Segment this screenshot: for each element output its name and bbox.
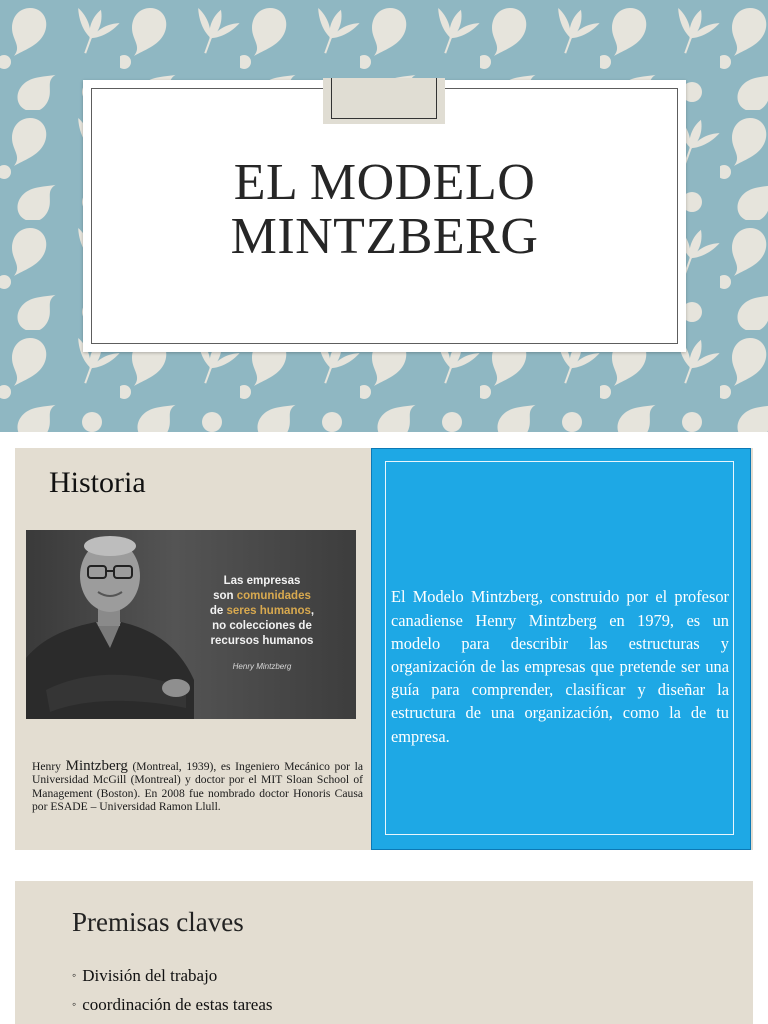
- bio-body: (Montreal, 1939), es Ingeniero Mecánico por la Universidad McGill (Montreal) y doctor por el MIT Sloan School of Management (Boston). En 2008 fue nombrado doctor Honoris Causa por ESADE – Universidad Ramon Llull.: [32, 759, 364, 814]
- mintzberg-quote-photo: [26, 530, 356, 719]
- quote-line: [188, 604, 336, 619]
- quote-fragment: son: [213, 590, 237, 602]
- title-line-1: EL MODELO: [233, 154, 536, 211]
- description-text: El Modelo Mintzberg, construido por el profesor canadiense Henry Mintzberg en 1979, es un modelo para describir las estructuras y organización de las empresas que pretende ser una guía para comprender, clasificar y diseñar la estructura de una organización, como la de tu empresa.: [391, 587, 729, 746]
- quote-line: Las empresas: [223, 575, 301, 587]
- list-item-text: coordinación de estas tareas: [82, 995, 273, 1014]
- quote-line: recursos humanos: [210, 635, 314, 647]
- slide-title: [83, 156, 686, 264]
- list-item-text: División del trabajo: [82, 966, 218, 985]
- quote-highlight: seres humanos: [226, 605, 311, 617]
- list-item: [72, 961, 273, 990]
- title-card: [83, 80, 686, 352]
- quote-fragment: de: [209, 605, 227, 617]
- bullet-icon: ◦: [72, 968, 77, 982]
- title-tab-decoration: [323, 78, 445, 124]
- premisas-heading: Premisas claves: [72, 907, 244, 937]
- description-panel: [371, 448, 751, 850]
- quote-line: [188, 589, 336, 604]
- quote-text: [188, 574, 336, 674]
- title-slide: [0, 0, 768, 432]
- biography-text: [32, 757, 364, 814]
- bullet-icon: ◦: [72, 997, 77, 1011]
- quote-fragment: ,: [310, 605, 315, 617]
- quote-highlight: comunidades: [236, 590, 311, 602]
- bio-name-last: Mintzberg: [65, 757, 128, 774]
- quote-author: Henry Mintzberg: [232, 662, 292, 671]
- title-line-2: MINTZBERG: [230, 208, 539, 265]
- historia-heading: Historia: [49, 466, 146, 499]
- premisas-slide: [15, 881, 753, 1024]
- quote-line: no colecciones de: [212, 620, 312, 632]
- bio-name-first: Henry: [32, 759, 66, 773]
- premisas-list: [72, 961, 273, 1019]
- list-item: [72, 990, 273, 1019]
- historia-slide: [15, 448, 753, 850]
